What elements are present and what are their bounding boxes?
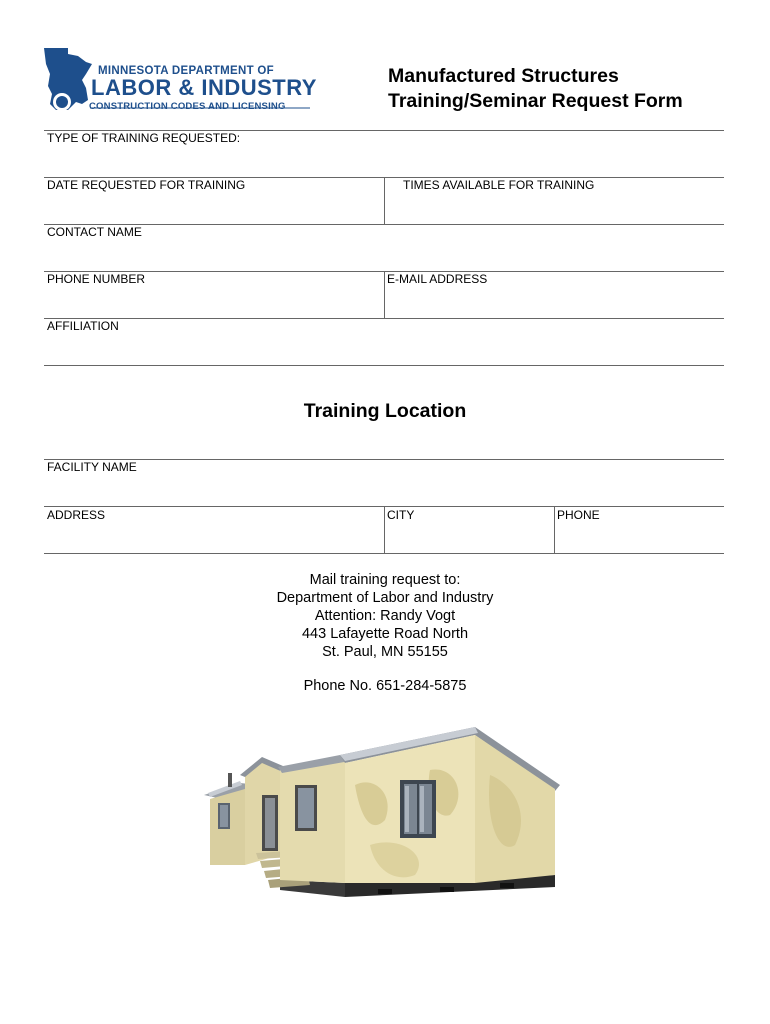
mailing-address bbox=[0, 571, 770, 661]
dli-logo bbox=[42, 44, 317, 116]
divider bbox=[44, 318, 724, 319]
location-phone-field[interactable] bbox=[555, 522, 724, 552]
times-available-field[interactable] bbox=[385, 193, 724, 223]
mail-line: Department of Labor and Industry bbox=[276, 590, 494, 606]
contact-name-field[interactable] bbox=[44, 240, 724, 270]
city-field[interactable] bbox=[385, 522, 554, 552]
affiliation-field[interactable] bbox=[44, 334, 724, 364]
mail-line: Attention: Randy Vogt bbox=[314, 608, 456, 624]
form-title-line1: Manufactured Structures bbox=[388, 65, 619, 87]
mail-line: 443 Lafayette Road North bbox=[301, 626, 469, 642]
type-of-training-label: TYPE OF TRAINING REQUESTED: bbox=[47, 131, 241, 145]
divider bbox=[44, 459, 724, 460]
email-address-field[interactable] bbox=[385, 287, 724, 317]
phone-number-label: PHONE NUMBER bbox=[47, 272, 146, 286]
contact-name-label: CONTACT NAME bbox=[47, 225, 142, 239]
divider bbox=[44, 365, 724, 366]
address-field[interactable] bbox=[44, 522, 384, 552]
logo-text-line1: MINNESOTA DEPARTMENT OF bbox=[98, 65, 274, 77]
address-label: ADDRESS bbox=[47, 508, 106, 522]
date-requested-field[interactable] bbox=[44, 193, 384, 223]
form-title bbox=[388, 64, 683, 114]
logo-text-line3: CONSTRUCTION CODES AND LICENSING bbox=[89, 101, 286, 112]
training-location-heading: Training Location bbox=[303, 400, 467, 422]
type-of-training-field[interactable] bbox=[44, 146, 724, 176]
affiliation-label: AFFILIATION bbox=[47, 319, 119, 333]
mail-line: Mail training request to: bbox=[309, 572, 461, 588]
divider bbox=[44, 224, 724, 225]
facility-name-field[interactable] bbox=[44, 475, 724, 505]
mail-line: St. Paul, MN 55155 bbox=[322, 644, 448, 660]
times-available-label: TIMES AVAILABLE FOR TRAINING bbox=[403, 178, 595, 192]
manufactured-house-illustration bbox=[200, 725, 570, 910]
city-label: CITY bbox=[387, 508, 415, 522]
contact-phone: Phone No. 651-284-5875 bbox=[303, 678, 467, 694]
facility-name-label: FACILITY NAME bbox=[47, 460, 137, 474]
form-title-line2: Training/Seminar Request Form bbox=[388, 90, 683, 112]
divider bbox=[44, 553, 724, 554]
logo-text-line2: LABOR & INDUSTRY bbox=[91, 75, 317, 100]
date-requested-label: DATE REQUESTED FOR TRAINING bbox=[47, 178, 246, 192]
email-address-label: E-MAIL ADDRESS bbox=[387, 272, 488, 286]
phone-number-field[interactable] bbox=[44, 287, 384, 317]
phone-label: PHONE bbox=[557, 508, 600, 522]
